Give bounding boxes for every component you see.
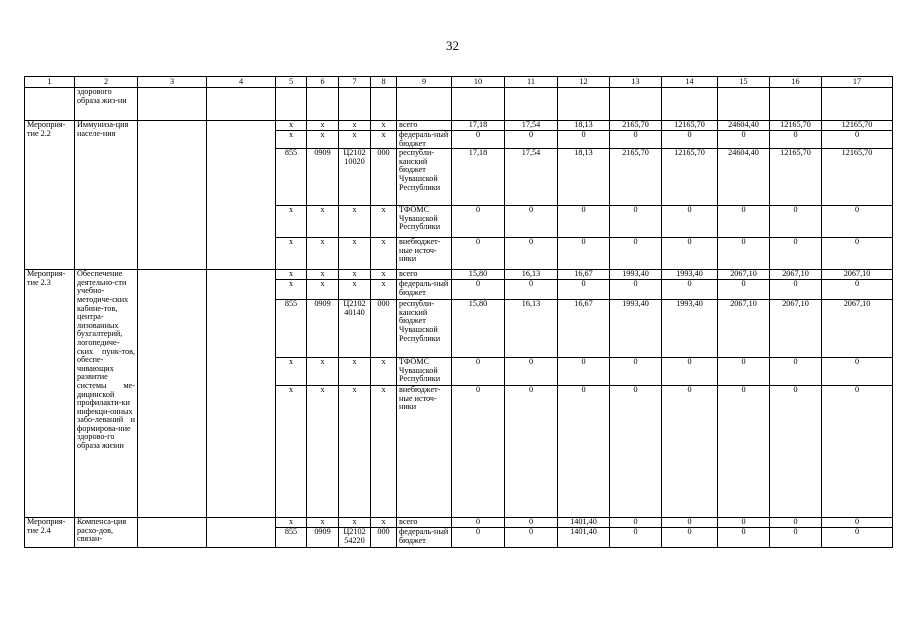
- value-cell: 0: [770, 518, 822, 528]
- value-cell: 0: [770, 280, 822, 300]
- value-cell: x: [276, 280, 307, 300]
- value-cell: 0: [505, 528, 558, 548]
- value-cell: 0: [822, 528, 893, 548]
- value-cell: 0909: [307, 300, 339, 358]
- table-cell: [138, 88, 207, 121]
- column-number: 8: [371, 77, 397, 88]
- table-cell: [138, 270, 207, 518]
- column-number: 10: [452, 77, 505, 88]
- value-cell: 16,67: [558, 300, 610, 358]
- value-cell: 0: [505, 280, 558, 300]
- value-cell: Ц2102 54220: [339, 528, 371, 548]
- value-cell: 0: [718, 518, 770, 528]
- table-cell: [307, 88, 339, 121]
- value-cell: 0: [662, 528, 718, 548]
- value-cell: x: [307, 131, 339, 149]
- value-cell: 0: [610, 238, 662, 270]
- column-number: 9: [397, 77, 452, 88]
- table-cell: [610, 88, 662, 121]
- value-cell: x: [276, 121, 307, 131]
- column-number-row: [25, 77, 893, 88]
- value-cell: 0: [662, 386, 718, 518]
- value-cell: 0: [718, 206, 770, 238]
- value-cell: 0: [610, 518, 662, 528]
- value-cell: x: [339, 518, 371, 528]
- value-cell: 17,54: [505, 149, 558, 206]
- value-cell: 0: [662, 131, 718, 149]
- value-cell: x: [276, 238, 307, 270]
- value-cell: x: [339, 270, 371, 280]
- value-cell: x: [276, 518, 307, 528]
- column-number: 12: [558, 77, 610, 88]
- value-cell: 16,67: [558, 270, 610, 280]
- table-row: [25, 518, 893, 528]
- value-cell: 0: [822, 206, 893, 238]
- value-cell: x: [339, 131, 371, 149]
- value-cell: 2067,10: [770, 300, 822, 358]
- source-cell: ТФОМС Чувашской Республики: [397, 358, 452, 386]
- value-cell: 0: [718, 358, 770, 386]
- column-number: 4: [207, 77, 276, 88]
- value-cell: 18,13: [558, 121, 610, 131]
- value-cell: 0: [558, 386, 610, 518]
- value-cell: 0: [505, 386, 558, 518]
- event-name-cell: Иммуниза-ция населе-ния: [75, 121, 138, 270]
- table-cell: [452, 88, 505, 121]
- value-cell: 17,18: [452, 149, 505, 206]
- value-cell: 0: [662, 358, 718, 386]
- table-cell: [397, 88, 452, 121]
- column-number: 2: [75, 77, 138, 88]
- value-cell: 0: [558, 131, 610, 149]
- value-cell: 0: [770, 131, 822, 149]
- value-cell: 0: [662, 518, 718, 528]
- value-cell: 24604,40: [718, 149, 770, 206]
- value-cell: 1993,40: [610, 270, 662, 280]
- value-cell: 17,54: [505, 121, 558, 131]
- value-cell: x: [307, 518, 339, 528]
- value-cell: x: [371, 131, 397, 149]
- value-cell: 0: [822, 238, 893, 270]
- value-cell: x: [371, 238, 397, 270]
- value-cell: x: [276, 270, 307, 280]
- event-name-cell: Обеспечение деятельно-сти учебно-методиче-ских кабине-тов, центра-лизованных бухгалтерий, логопедиче-ских пунк-тов, обеспе-чивающих развитие системы ме-дицинской профилакти-ки инфекци-онных забо-леваний и формирова-ние здорово-го образа жизни: [75, 270, 138, 518]
- event-label-cell: Мероприя-тие 2.3: [25, 270, 75, 518]
- value-cell: x: [371, 270, 397, 280]
- value-cell: 855: [276, 149, 307, 206]
- column-number: 17: [822, 77, 893, 88]
- table-cell: [207, 88, 276, 121]
- value-cell: x: [307, 121, 339, 131]
- source-cell: федераль-ный бюджет: [397, 131, 452, 149]
- value-cell: 1401,40: [558, 528, 610, 548]
- value-cell: x: [339, 386, 371, 518]
- value-cell: 1993,40: [610, 300, 662, 358]
- value-cell: 000: [371, 528, 397, 548]
- value-cell: 0: [505, 358, 558, 386]
- value-cell: 2067,10: [770, 270, 822, 280]
- value-cell: 0: [822, 518, 893, 528]
- table-row: [25, 270, 893, 280]
- value-cell: 0: [452, 280, 505, 300]
- value-cell: 0: [718, 238, 770, 270]
- event-name-cell: здорового образа жиз-ни: [75, 88, 138, 121]
- column-number: 16: [770, 77, 822, 88]
- value-cell: x: [371, 358, 397, 386]
- value-cell: 0: [505, 206, 558, 238]
- value-cell: 2067,10: [822, 300, 893, 358]
- source-cell: всего: [397, 270, 452, 280]
- value-cell: x: [339, 121, 371, 131]
- value-cell: x: [371, 280, 397, 300]
- value-cell: 12165,70: [822, 149, 893, 206]
- value-cell: 0: [505, 238, 558, 270]
- page-number: 32: [446, 38, 459, 53]
- value-cell: x: [276, 386, 307, 518]
- value-cell: 12165,70: [770, 149, 822, 206]
- value-cell: 0: [452, 386, 505, 518]
- event-label-cell: Мероприя-тие 2.4: [25, 518, 75, 548]
- table-cell: [371, 88, 397, 121]
- value-cell: 0: [822, 358, 893, 386]
- value-cell: 1993,40: [662, 300, 718, 358]
- value-cell: 2165,70: [610, 121, 662, 131]
- value-cell: x: [276, 206, 307, 238]
- value-cell: 0: [610, 528, 662, 548]
- table-cell: [505, 88, 558, 121]
- event-name-cell: Компенса-ция расхо-дов, связан-: [75, 518, 138, 548]
- column-number: 14: [662, 77, 718, 88]
- value-cell: 0: [770, 238, 822, 270]
- event-label-cell: [25, 88, 75, 121]
- value-cell: 0: [558, 238, 610, 270]
- value-cell: 855: [276, 528, 307, 548]
- value-cell: 24604,40: [718, 121, 770, 131]
- value-cell: x: [276, 358, 307, 386]
- value-cell: 0: [662, 206, 718, 238]
- value-cell: 0: [610, 206, 662, 238]
- value-cell: 0: [770, 206, 822, 238]
- value-cell: 855: [276, 300, 307, 358]
- table-cell: [662, 88, 718, 121]
- value-cell: 0: [610, 386, 662, 518]
- value-cell: 0909: [307, 528, 339, 548]
- value-cell: 0: [718, 528, 770, 548]
- value-cell: 0: [662, 280, 718, 300]
- source-cell: ТФОМС Чувашской Республики: [397, 206, 452, 238]
- column-number: 15: [718, 77, 770, 88]
- value-cell: Ц2102 10020: [339, 149, 371, 206]
- value-cell: x: [276, 131, 307, 149]
- table-cell: [207, 270, 276, 518]
- column-number: 7: [339, 77, 371, 88]
- value-cell: x: [371, 386, 397, 518]
- value-cell: x: [339, 358, 371, 386]
- value-cell: 0: [505, 518, 558, 528]
- value-cell: 0: [718, 131, 770, 149]
- value-cell: 17,18: [452, 121, 505, 131]
- value-cell: x: [339, 280, 371, 300]
- value-cell: 1993,40: [662, 270, 718, 280]
- value-cell: x: [307, 270, 339, 280]
- table-cell: [770, 88, 822, 121]
- source-cell: внебюджет-ные источ-ники: [397, 386, 452, 518]
- table-cell: [822, 88, 893, 121]
- value-cell: 2067,10: [718, 300, 770, 358]
- source-cell: федераль-ный бюджет: [397, 280, 452, 300]
- value-cell: x: [307, 280, 339, 300]
- value-cell: x: [339, 238, 371, 270]
- column-number: 13: [610, 77, 662, 88]
- value-cell: 0: [662, 238, 718, 270]
- value-cell: x: [307, 358, 339, 386]
- value-cell: 1401,40: [558, 518, 610, 528]
- value-cell: 0: [452, 518, 505, 528]
- value-cell: 12165,70: [822, 121, 893, 131]
- value-cell: 12165,70: [662, 149, 718, 206]
- value-cell: 0: [770, 528, 822, 548]
- table-row: [25, 121, 893, 131]
- table-cell: [207, 121, 276, 270]
- value-cell: 0: [610, 358, 662, 386]
- value-cell: 0: [558, 206, 610, 238]
- value-cell: x: [371, 206, 397, 238]
- value-cell: 0: [452, 358, 505, 386]
- value-cell: 000: [371, 149, 397, 206]
- value-cell: 0: [558, 358, 610, 386]
- column-number: 3: [138, 77, 207, 88]
- value-cell: 2165,70: [610, 149, 662, 206]
- table-cell: [718, 88, 770, 121]
- value-cell: 0: [822, 280, 893, 300]
- value-cell: 0: [558, 280, 610, 300]
- value-cell: 000: [371, 300, 397, 358]
- value-cell: 0: [610, 131, 662, 149]
- value-cell: 2067,10: [718, 270, 770, 280]
- table-cell: [339, 88, 371, 121]
- value-cell: 15,80: [452, 270, 505, 280]
- table-cell: [138, 518, 207, 548]
- value-cell: Ц2102 40140: [339, 300, 371, 358]
- value-cell: x: [339, 206, 371, 238]
- value-cell: 15,80: [452, 300, 505, 358]
- column-number: 11: [505, 77, 558, 88]
- value-cell: x: [307, 238, 339, 270]
- source-cell: федераль-ный бюджет: [397, 528, 452, 548]
- table-cell: [138, 121, 207, 270]
- value-cell: 0: [822, 386, 893, 518]
- value-cell: 12165,70: [662, 121, 718, 131]
- source-cell: республи-канский бюджет Чувашской Республики: [397, 149, 452, 206]
- value-cell: 16,13: [505, 300, 558, 358]
- carryover-row: [25, 88, 893, 121]
- column-number: 5: [276, 77, 307, 88]
- source-cell: республи-канский бюджет Чувашской Республики: [397, 300, 452, 358]
- source-cell: внебюджет-ные источ-ники: [397, 238, 452, 270]
- value-cell: 16,13: [505, 270, 558, 280]
- value-cell: 0: [770, 386, 822, 518]
- table-cell: [207, 518, 276, 548]
- value-cell: 0: [452, 528, 505, 548]
- column-number: 1: [25, 77, 75, 88]
- value-cell: x: [307, 386, 339, 518]
- budget-table: [24, 76, 893, 548]
- value-cell: 0: [610, 280, 662, 300]
- value-cell: 18,13: [558, 149, 610, 206]
- value-cell: x: [371, 121, 397, 131]
- value-cell: 0: [452, 206, 505, 238]
- source-cell: всего: [397, 121, 452, 131]
- table-cell: [276, 88, 307, 121]
- source-cell: всего: [397, 518, 452, 528]
- value-cell: 0: [505, 131, 558, 149]
- value-cell: 0: [452, 131, 505, 149]
- value-cell: 0: [718, 386, 770, 518]
- event-label-cell: Мероприя-тие 2.2: [25, 121, 75, 270]
- value-cell: 0909: [307, 149, 339, 206]
- value-cell: 0: [822, 131, 893, 149]
- table-cell: [558, 88, 610, 121]
- column-number: 6: [307, 77, 339, 88]
- value-cell: x: [371, 518, 397, 528]
- value-cell: x: [307, 206, 339, 238]
- value-cell: 12165,70: [770, 121, 822, 131]
- value-cell: 0: [770, 358, 822, 386]
- value-cell: 0: [452, 238, 505, 270]
- value-cell: 0: [718, 280, 770, 300]
- value-cell: 2067,10: [822, 270, 893, 280]
